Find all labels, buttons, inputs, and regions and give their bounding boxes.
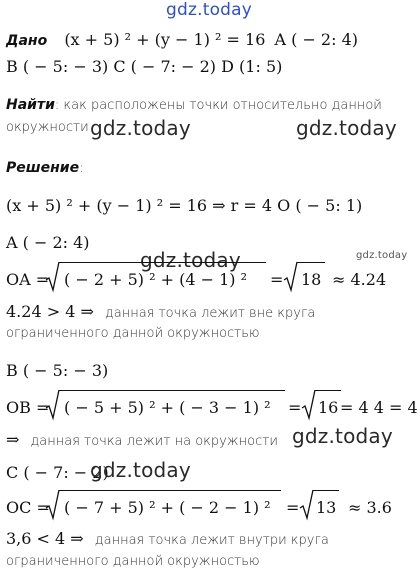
oa-root-bar <box>59 262 266 263</box>
oc-root-value: 13 <box>316 498 337 517</box>
point-a-label: A ( − 2: 4) <box>6 233 90 252</box>
oc-lhs: OC = <box>6 498 50 517</box>
ob-under-root: ( − 5 + 5) ² + ( − 3 − 1) ² <box>64 398 271 417</box>
oa-compare: 4.24 > 4 ⇒ <box>6 302 94 321</box>
point-b-label: B ( − 5: − 3) <box>6 361 109 380</box>
find-label: Найти <box>6 97 55 113</box>
ob-result: = 4 4 = 4 <box>340 398 418 417</box>
find-line-1 <box>6 94 382 113</box>
watermark-find-1: gdz.today <box>90 116 191 140</box>
oc-equals: = <box>286 498 300 517</box>
watermark-a: gdz.today <box>140 248 241 272</box>
oc-compare: 3,6 < 4 ⇒ <box>6 529 84 548</box>
watermark-b: gdz.today <box>292 424 393 448</box>
watermark-find-2: gdz.today <box>296 116 397 140</box>
ob-conclusion-line <box>6 430 278 449</box>
oa-radical-icon <box>46 262 60 292</box>
ob-root-value: 16 <box>318 398 339 417</box>
solution-heading <box>6 157 84 176</box>
ob-equals: = <box>288 398 302 417</box>
ob-root-bar-2 <box>315 390 341 391</box>
watermark-small: gdz.today <box>356 250 408 261</box>
solution-label: Решение <box>6 160 80 176</box>
find-text-2: окружности <box>6 120 89 135</box>
oc-radical-icon <box>46 490 60 520</box>
solution-colon: : <box>79 161 84 176</box>
given-point-a: A ( − 2: 4) <box>274 30 359 49</box>
given-equation: (x + 5) ² + (y − 1) ² = 16 <box>64 30 266 49</box>
oa-radical-2-icon <box>284 262 298 292</box>
oa-lhs: OA = <box>6 270 50 289</box>
oa-conclusion-1: данная точка лежит вне круга <box>104 306 316 321</box>
ob-radical-2-icon <box>302 390 316 420</box>
ob-lhs: OB = <box>6 398 50 417</box>
oa-result: ≈ 4.24 <box>332 270 387 289</box>
ob-radical-icon <box>46 390 60 420</box>
ob-conclusion: данная точка лежит на окружности <box>30 434 278 449</box>
oc-conclusion-1: данная точка лежит внутри круга <box>94 533 329 548</box>
ob-arrow: ⇒ <box>6 430 20 449</box>
oc-root-bar <box>59 490 281 491</box>
oc-root-bar-2 <box>313 490 339 491</box>
given-line-1 <box>6 30 358 49</box>
oc-result: ≈ 3.6 <box>348 498 392 517</box>
solution-equation: (x + 5) ² + (y − 1) ² = 16 ⇒ r = 4 O ( − 5: 1) <box>6 196 363 215</box>
watermark-top: gdz.today <box>166 0 253 20</box>
oc-compare-line <box>6 529 329 548</box>
oa-root-bar-2 <box>297 262 325 263</box>
oc-conclusion-2: ограниченного данной окружностью <box>6 554 260 569</box>
oa-under-root: ( − 2 + 5) ² + (4 − 1) ² <box>64 270 247 289</box>
point-c-label: C ( − 7: − 2) <box>6 463 109 482</box>
find-text-1: : как расположены точки относительно данной <box>54 98 382 113</box>
oa-conclusion-2: ограниченного данной окружностью <box>6 326 260 341</box>
given-points-line: B ( − 5: − 3) C ( − 7: − 2) D (1: 5) <box>6 57 283 76</box>
watermark-c: gdz.today <box>90 458 191 482</box>
oa-root-value: 18 <box>301 270 322 289</box>
oa-equals: = <box>270 270 284 289</box>
ob-root-bar <box>59 390 285 391</box>
oa-compare-line <box>6 302 315 321</box>
given-label: Дано <box>6 33 48 49</box>
oc-under-root: ( − 7 + 5) ² + ( − 2 − 1) ² <box>64 498 271 517</box>
oc-radical-2-icon <box>300 490 314 520</box>
